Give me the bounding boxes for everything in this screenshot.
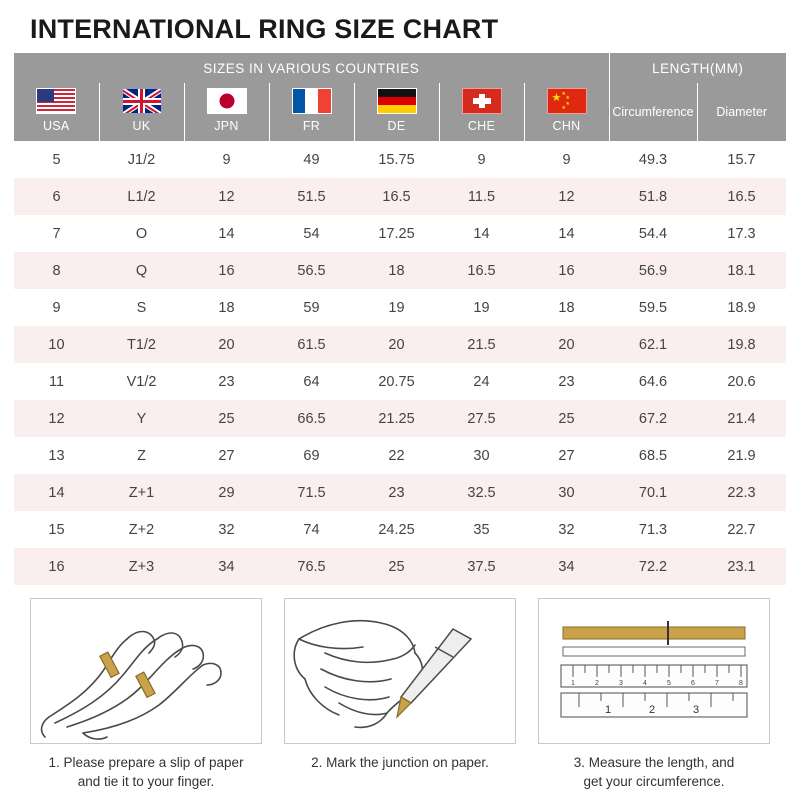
svg-text:1: 1	[605, 704, 612, 716]
cell-uk: T1/2	[99, 326, 184, 363]
cell-che: 30	[439, 437, 524, 474]
step-3-caption	[538, 753, 770, 791]
table-row	[14, 215, 786, 252]
step-2-illustration-box	[284, 598, 516, 744]
step-1-caption	[30, 753, 262, 791]
cell-che: 19	[439, 289, 524, 326]
cell-chn: 23	[524, 363, 609, 400]
cell-chn: 9	[524, 141, 609, 178]
cell-uk: Z+2	[99, 511, 184, 548]
step-2-line-1: 2. Mark the junction on paper.	[311, 755, 489, 770]
cell-de: 20.75	[354, 363, 439, 400]
cell-che: 24	[439, 363, 524, 400]
table-row	[14, 511, 786, 548]
svg-text:4: 4	[643, 680, 647, 687]
cell-de: 15.75	[354, 141, 439, 178]
step-3-line-2: get your circumference.	[583, 774, 725, 789]
hand-marking-paper-with-pen-icon	[285, 599, 515, 743]
cell-jpn: 20	[184, 326, 269, 363]
flag-usa-icon	[36, 88, 76, 114]
flag-japan-icon	[207, 88, 247, 114]
cell-jpn: 23	[184, 363, 269, 400]
cell-usa: 11	[14, 363, 99, 400]
table-row	[14, 548, 786, 585]
cell-jpn: 16	[184, 252, 269, 289]
svg-text:5: 5	[667, 680, 671, 687]
column-header-fr	[269, 83, 354, 141]
cell-de: 24.25	[354, 511, 439, 548]
flag-uk-icon	[122, 88, 162, 114]
table-flag-header-row	[14, 83, 786, 141]
column-label-de: DE	[387, 119, 406, 133]
svg-text:7: 7	[715, 680, 719, 687]
cell-circumference: 49.3	[609, 141, 697, 178]
cell-circumference: 54.4	[609, 215, 697, 252]
cell-jpn: 34	[184, 548, 269, 585]
cell-de: 25	[354, 548, 439, 585]
cell-uk: Z+1	[99, 474, 184, 511]
step-2	[284, 598, 516, 791]
cell-chn: 34	[524, 548, 609, 585]
cell-uk: Q	[99, 252, 184, 289]
cell-uk: Z+3	[99, 548, 184, 585]
cell-chn: 25	[524, 400, 609, 437]
cell-uk: Y	[99, 400, 184, 437]
cell-fr: 71.5	[269, 474, 354, 511]
cell-de: 23	[354, 474, 439, 511]
cell-fr: 56.5	[269, 252, 354, 289]
cell-usa: 10	[14, 326, 99, 363]
cell-diameter: 17.3	[697, 215, 786, 252]
cell-usa: 7	[14, 215, 99, 252]
cell-jpn: 9	[184, 141, 269, 178]
cell-usa: 9	[14, 289, 99, 326]
cell-circumference: 51.8	[609, 178, 697, 215]
svg-text:1: 1	[571, 680, 575, 687]
cell-circumference: 56.9	[609, 252, 697, 289]
cell-circumference: 68.5	[609, 437, 697, 474]
cell-diameter: 18.9	[697, 289, 786, 326]
cell-circumference: 70.1	[609, 474, 697, 511]
cell-de: 22	[354, 437, 439, 474]
svg-text:3: 3	[619, 680, 623, 687]
cell-jpn: 25	[184, 400, 269, 437]
ring-size-table	[14, 53, 786, 585]
cell-che: 35	[439, 511, 524, 548]
group-header-length: LENGTH(MM)	[609, 53, 786, 83]
cell-de: 19	[354, 289, 439, 326]
cell-chn: 14	[524, 215, 609, 252]
cell-de: 20	[354, 326, 439, 363]
svg-text:8: 8	[739, 680, 743, 687]
flag-germany-icon	[377, 88, 417, 114]
column-header-jpn	[184, 83, 269, 141]
cell-che: 21.5	[439, 326, 524, 363]
cell-fr: 51.5	[269, 178, 354, 215]
cell-fr: 59	[269, 289, 354, 326]
cell-circumference: 59.5	[609, 289, 697, 326]
cell-che: 9	[439, 141, 524, 178]
cell-che: 37.5	[439, 548, 524, 585]
cell-circumference: 71.3	[609, 511, 697, 548]
table-row	[14, 141, 786, 178]
column-label-fr: FR	[302, 119, 321, 133]
cell-uk: J1/2	[99, 141, 184, 178]
cell-che: 16.5	[439, 252, 524, 289]
column-header-chn	[524, 83, 609, 141]
cell-fr: 54	[269, 215, 354, 252]
step-3	[538, 598, 770, 791]
cell-usa: 6	[14, 178, 99, 215]
cell-diameter: 22.7	[697, 511, 786, 548]
cell-circumference: 64.6	[609, 363, 697, 400]
cell-fr: 49	[269, 141, 354, 178]
cell-fr: 61.5	[269, 326, 354, 363]
svg-text:3: 3	[693, 704, 700, 716]
cell-jpn: 12	[184, 178, 269, 215]
cell-fr: 76.5	[269, 548, 354, 585]
cell-fr: 64	[269, 363, 354, 400]
cell-chn: 27	[524, 437, 609, 474]
cell-chn: 32	[524, 511, 609, 548]
cell-de: 21.25	[354, 400, 439, 437]
hand-with-paper-strip-icon	[31, 599, 261, 743]
cell-jpn: 29	[184, 474, 269, 511]
cell-jpn: 18	[184, 289, 269, 326]
cell-jpn: 14	[184, 215, 269, 252]
cell-chn: 18	[524, 289, 609, 326]
cell-circumference: 62.1	[609, 326, 697, 363]
group-header-countries: SIZES IN VARIOUS COUNTRIES	[14, 53, 609, 83]
column-label-usa: USA	[42, 119, 70, 133]
svg-text:6: 6	[691, 680, 695, 687]
table-row	[14, 326, 786, 363]
column-label-jpn: JPN	[214, 119, 239, 133]
cell-diameter: 18.1	[697, 252, 786, 289]
cell-de: 18	[354, 252, 439, 289]
cell-uk: Z	[99, 437, 184, 474]
cell-chn: 16	[524, 252, 609, 289]
cell-diameter: 23.1	[697, 548, 786, 585]
cell-circumference: 72.2	[609, 548, 697, 585]
cell-diameter: 20.6	[697, 363, 786, 400]
flag-france-icon	[292, 88, 332, 114]
table-row	[14, 252, 786, 289]
cell-che: 27.5	[439, 400, 524, 437]
table-row	[14, 474, 786, 511]
cell-che: 32.5	[439, 474, 524, 511]
column-header-de	[354, 83, 439, 141]
cell-chn: 20	[524, 326, 609, 363]
cell-usa: 5	[14, 141, 99, 178]
cell-uk: S	[99, 289, 184, 326]
cell-che: 14	[439, 215, 524, 252]
cell-chn: 30	[524, 474, 609, 511]
table-row	[14, 437, 786, 474]
column-label-uk: UK	[132, 119, 151, 133]
cell-diameter: 21.9	[697, 437, 786, 474]
cell-chn: 12	[524, 178, 609, 215]
cell-jpn: 32	[184, 511, 269, 548]
table-row	[14, 363, 786, 400]
table-body	[14, 141, 786, 585]
cell-che: 11.5	[439, 178, 524, 215]
cell-diameter: 15.7	[697, 141, 786, 178]
column-header-circumference: Circumference	[609, 83, 697, 141]
table-group-header-row	[14, 53, 786, 83]
cell-diameter: 21.4	[697, 400, 786, 437]
cell-diameter: 16.5	[697, 178, 786, 215]
step-3-line-1: 3. Measure the length, and	[573, 755, 735, 770]
table-row	[14, 178, 786, 215]
flag-china-icon: ★ ★ ★ ★ ★	[547, 88, 587, 114]
cell-usa: 12	[14, 400, 99, 437]
step-2-caption	[284, 753, 516, 772]
cell-diameter: 22.3	[697, 474, 786, 511]
table-row	[14, 289, 786, 326]
cell-diameter: 19.8	[697, 326, 786, 363]
measurement-steps	[30, 598, 770, 791]
cell-usa: 14	[14, 474, 99, 511]
step-3-illustration-box	[538, 598, 770, 744]
step-1-line-1: 1. Please prepare a slip of paper	[48, 755, 244, 770]
column-header-usa	[14, 83, 99, 141]
table-row	[14, 400, 786, 437]
cell-usa: 13	[14, 437, 99, 474]
cell-usa: 8	[14, 252, 99, 289]
svg-text:2: 2	[595, 680, 599, 687]
cell-circumference: 67.2	[609, 400, 697, 437]
step-1	[30, 598, 262, 791]
cell-uk: O	[99, 215, 184, 252]
column-label-chn: CHN	[552, 119, 581, 133]
column-label-che: CHE	[467, 119, 496, 133]
paper-strip-measured-with-ruler-icon	[539, 599, 769, 743]
svg-text:2: 2	[649, 704, 656, 716]
step-1-illustration-box	[30, 598, 262, 744]
step-1-line-2: and tie it to your finger.	[77, 774, 215, 789]
column-header-diameter: Diameter	[697, 83, 786, 141]
cell-uk: V1/2	[99, 363, 184, 400]
cell-usa: 16	[14, 548, 99, 585]
cell-fr: 74	[269, 511, 354, 548]
cell-usa: 15	[14, 511, 99, 548]
column-header-uk	[99, 83, 184, 141]
cell-fr: 66.5	[269, 400, 354, 437]
cell-jpn: 27	[184, 437, 269, 474]
column-header-che	[439, 83, 524, 141]
cell-uk: L1/2	[99, 178, 184, 215]
cell-de: 16.5	[354, 178, 439, 215]
cell-fr: 69	[269, 437, 354, 474]
cell-de: 17.25	[354, 215, 439, 252]
flag-switzerland-icon	[462, 88, 502, 114]
page-title: INTERNATIONAL RING SIZE CHART	[30, 14, 499, 44]
